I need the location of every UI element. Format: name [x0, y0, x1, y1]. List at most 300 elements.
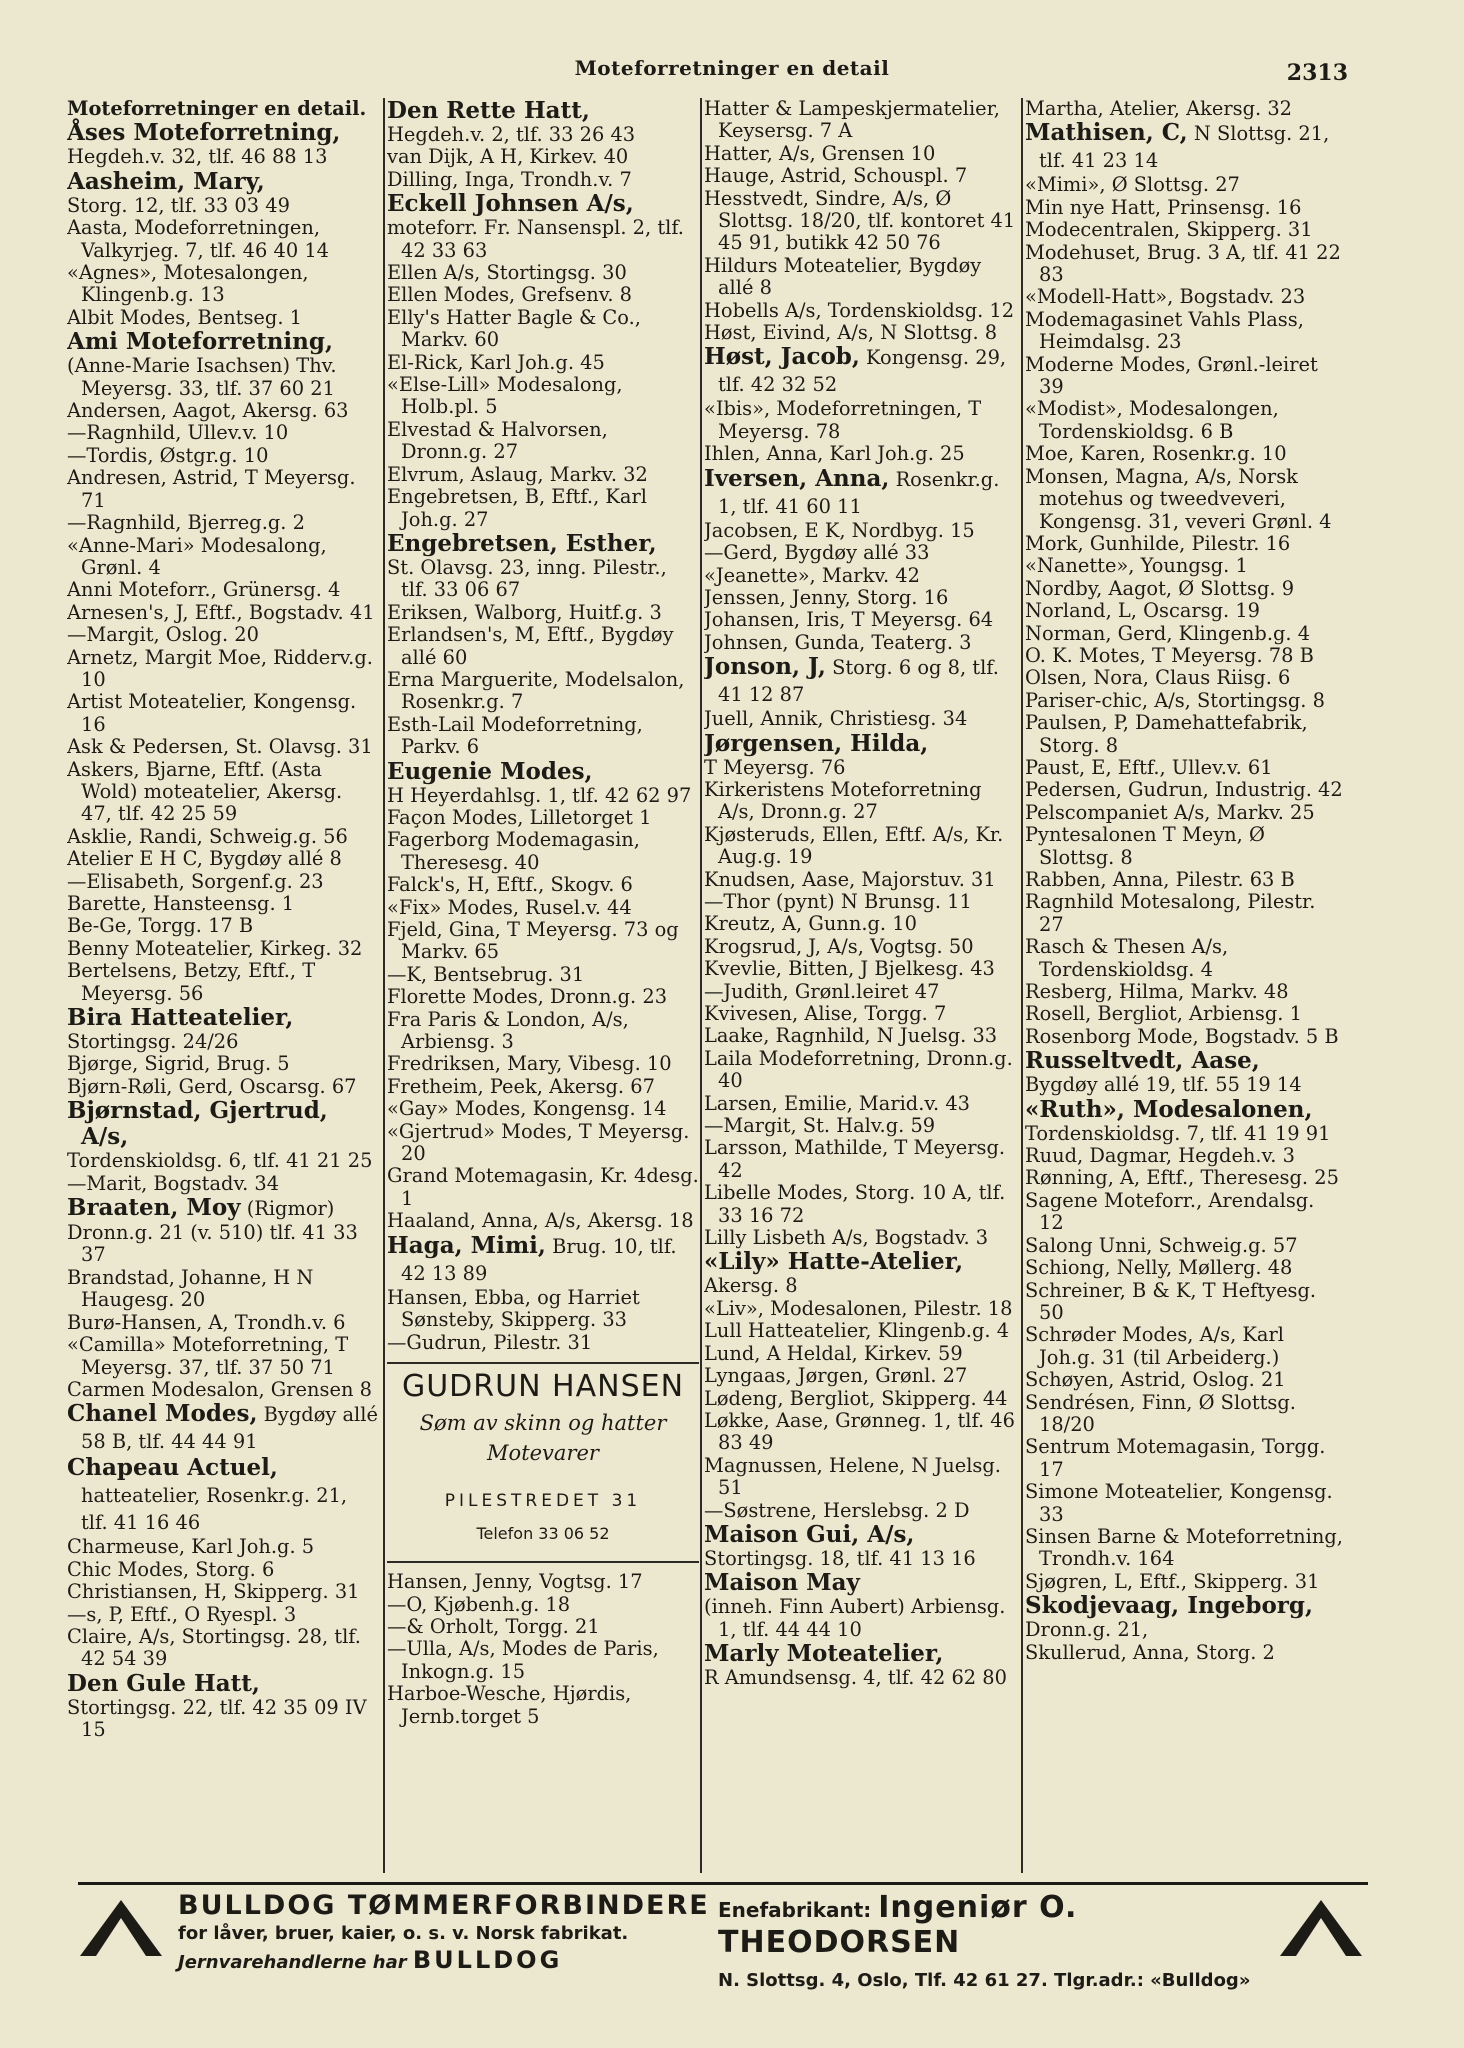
listing-name: Brandstad, Johanne, H N Haugesg. 20: [67, 1265, 314, 1312]
listing-name: —Margit, Oslog. 20: [67, 623, 259, 647]
listing-entry: [704, 443, 1019, 465]
ad-tagline-1: Søm av skinn og hatter: [419, 1411, 667, 1436]
listing-entry: [67, 422, 379, 444]
listing-entry: [1025, 690, 1343, 712]
listing-entry: [1025, 981, 1343, 1003]
listing-entry: [387, 124, 699, 146]
listing-name: Fretheim, Peek, Akersg. 67: [387, 1074, 655, 1098]
listing-name: Mathisen, C,: [1025, 119, 1188, 147]
listing-entry: [704, 1003, 1019, 1025]
listing-entry: [704, 824, 1019, 869]
listing-name: Lull Hatteatelier, Klingenb.g. 4: [704, 1319, 1010, 1343]
listing-name: «Gjertrud» Modes, T Meyersg. 20: [387, 1119, 690, 1166]
listing-name: Paust, E, Eftf., Ullev.v. 61: [1025, 755, 1273, 779]
listing-entry: [67, 1173, 379, 1195]
listing-name: Resberg, Hilma, Markv. 48: [1025, 980, 1289, 1004]
listing-entry: [1025, 869, 1343, 891]
listing-name: Høst, Jacob,: [704, 343, 860, 371]
listing-name: Charmeuse, Karl Joh.g. 5: [67, 1535, 315, 1559]
listing-entry: [387, 1053, 699, 1075]
listing-name: Andersen, Aagot, Akersg. 63: [67, 399, 349, 423]
listing-name: Martha, Atelier, Akersg. 32: [1025, 98, 1292, 120]
listing-name: «Ruth», Modesalonen,: [1025, 1095, 1313, 1123]
listing-entry: [704, 981, 1019, 1003]
listing-name: Sinsen Barne & Moteforretning, Trondh.v. 164: [1025, 1524, 1343, 1571]
listing-address: Storg. 6 og 8, tlf. 41 12 87: [718, 656, 999, 707]
listing-name: Jenssen, Jenny, Storg. 16: [704, 585, 949, 609]
listing-name: Løkke, Aase, Grønneg. 1, tlf. 46 83 49: [704, 1408, 1015, 1455]
footer-dealer-brand: BULLDOG: [412, 1946, 563, 1974]
listing-entry: [704, 300, 1019, 322]
listing-entry: [67, 329, 379, 355]
listing-name: Akersg. 8: [704, 1274, 798, 1298]
listing-entry: [704, 958, 1019, 980]
listing-name: Lyngaas, Jørgen, Grønl. 27: [704, 1364, 968, 1388]
listing-entry: [704, 913, 1019, 935]
listing-name: El-Rick, Karl Joh.g. 45: [387, 350, 605, 374]
footer-rule: [78, 1882, 1368, 1885]
listing-column-2: [387, 98, 699, 1873]
listing-entry: [704, 542, 1019, 564]
listing-entry: [1025, 219, 1343, 241]
listing-entry: [387, 557, 699, 602]
listing-name: T Meyersg. 76: [704, 755, 846, 779]
listing-entry: [1025, 1619, 1343, 1641]
listing-entry: [1025, 1369, 1343, 1391]
listing-name: O. K. Motes, T Meyersg. 78 B: [1025, 643, 1314, 667]
listing-entry: [704, 1365, 1019, 1387]
listing-name: «Modist», Modesalongen, Tordenskioldsg. 6 B: [1025, 397, 1279, 443]
listing-name: «Anne-Mari» Modesalong, Grønl. 4: [67, 533, 327, 579]
listing-name: Braaten, Moy: [67, 1194, 241, 1222]
listing-entry: [67, 1379, 379, 1401]
listing-entry: [1025, 466, 1343, 533]
footer-maker-pre: Enefabrikant:: [718, 1898, 872, 1922]
listing-entry: [1025, 1571, 1343, 1593]
listing-name: Erna Marguerite, Modelsalon, Rosenkr.g. 7: [387, 667, 685, 714]
listing-name: Arnesen's, J, Eftf., Bogstadv. 41: [67, 600, 375, 624]
listing-entry: [1025, 98, 1343, 120]
listing-name: Min nye Hatt, Prinsensg. 16: [1025, 195, 1302, 219]
listing-name: Anni Moteforr., Grünersg. 4: [67, 578, 341, 602]
listing-name: Hildurs Moteatelier, Bygdøy allé 8: [704, 253, 982, 300]
listing-name: Høst, Eivind, A/s, N Slottsg. 8: [704, 321, 998, 345]
footer-maker-name: Ingeniør O. THEODORSEN: [718, 1890, 1078, 1960]
listing-entry: [704, 632, 1019, 654]
listing-entry: [704, 1048, 1019, 1093]
listing-name: Fjeld, Gina, T Meyersg. 73 og Markv. 65: [387, 918, 679, 964]
listing-entry: [1025, 667, 1343, 689]
listing-name: Chanel Modes,: [67, 1400, 258, 1428]
listing-entry: [67, 1455, 379, 1536]
listing-entry: [704, 1298, 1019, 1320]
listing-entry: [704, 609, 1019, 631]
listing-entry: [1025, 1048, 1343, 1074]
listing-entry: [67, 217, 379, 262]
listing-entry: [67, 1005, 379, 1031]
listing-entry: [387, 1009, 699, 1054]
listing-entry: [1025, 354, 1343, 399]
listing-entry: [704, 654, 1019, 708]
listing-name: St. Olavsg. 23, inng. Pilestr., tlf. 33 06 67: [387, 555, 667, 602]
listing-name: Norland, L, Oscarsg. 19: [1025, 599, 1261, 623]
listing-name: Ellen Modes, Grefsenv. 8: [387, 283, 633, 307]
listing-entry: [387, 602, 699, 624]
listing-address: hatteatelier, Rosenkr.g. 21, tlf. 41 16 46: [81, 1484, 348, 1535]
listing-entry: [704, 466, 1019, 520]
listing-entry: [704, 143, 1019, 165]
listing-entry: [387, 919, 699, 964]
ad-street: PILESTREDET 31: [444, 1491, 642, 1512]
listing-entry: [704, 1115, 1019, 1137]
listing-entry: [1025, 757, 1343, 779]
listing-name: Kvivesen, Alise, Torgg. 7: [704, 1002, 947, 1025]
listing-name: «Else-Lill» Modesalong, Holb.pl. 5: [387, 373, 623, 419]
listing-entry: [67, 1604, 379, 1626]
listing-name: «Liv», Modesalonen, Pilestr. 18: [704, 1296, 1013, 1320]
listing-entry: [1025, 1190, 1343, 1235]
listing-entry: [67, 535, 379, 580]
listing-name: Asklie, Randi, Schweig.g. 56: [67, 824, 348, 848]
listing-name: Lilly Lisbeth A/s, Bogstadv. 3: [704, 1226, 989, 1250]
listing-address: Rosenkr.g. 1, tlf. 41 60 11: [718, 467, 1000, 518]
listing-name: Jørgensen, Hilda,: [704, 729, 929, 757]
listing-name: Paulsen, P, Damehattefabrik, Storg. 8: [1025, 711, 1308, 757]
listing-column-2-top: [387, 98, 699, 1354]
listing-entry: [1025, 645, 1343, 667]
column-rule: [700, 98, 702, 1873]
listing-entry: [1025, 1526, 1343, 1571]
listing-entry: [387, 624, 699, 669]
listing-name: «Mimi», Ø Slottsg. 27: [1025, 173, 1240, 197]
listing-entry: [1025, 286, 1343, 308]
listing-name: Christiansen, H, Skipperg. 31: [67, 1580, 360, 1604]
listing-entry: [387, 1121, 699, 1166]
listing-entry: [704, 1548, 1019, 1570]
listing-entry: [704, 1522, 1019, 1548]
listing-name: Barette, Hansteensg. 1: [67, 892, 295, 915]
listing-name: Bira Hatteatelier,: [67, 1004, 294, 1032]
listing-entry: [1025, 1167, 1343, 1189]
listing-name: Rosell, Bergliot, Arbiensg. 1: [1025, 1002, 1302, 1026]
listing-entry: [67, 1671, 379, 1697]
listing-entry: [67, 1031, 379, 1053]
listing-name: —& Orholt, Torgg. 21: [387, 1614, 600, 1638]
listing-name: Askers, Bjarne, Eftf. (Asta Wold) moteatelier, Akersg. 47, tlf. 42 25 59: [67, 757, 343, 826]
listing-entry: [1025, 443, 1343, 465]
footer-maker-line: [718, 1890, 1258, 1960]
listing-entry: [704, 398, 1019, 443]
listing-name: (inneh. Finn Aubert) Arbiensg. 1, tlf. 44 44 10: [704, 1595, 1006, 1641]
bulldog-logo-right-icon: [1278, 1898, 1364, 1958]
listing-name: —K, Bentsebrug. 31: [387, 962, 585, 986]
listing-entry: [1025, 600, 1343, 622]
listing-address: Bygdøy allé 58 B, tlf. 44 44 91: [81, 1403, 378, 1454]
listing-name: —Thor (pynt) N Brunsg. 11: [704, 889, 972, 913]
listing-name: Eriksen, Walborg, Huitf.g. 3: [387, 600, 662, 624]
listing-entry: [1025, 398, 1343, 443]
gudrun-hansen-advertisement: [387, 1362, 699, 1563]
listing-entry: [1025, 824, 1343, 869]
listing-entry: [1025, 533, 1343, 555]
listing-entry: [387, 217, 699, 262]
listing-entry: [704, 1093, 1019, 1115]
listing-entry: [704, 1249, 1019, 1275]
listing-entry: [1025, 1003, 1343, 1025]
listing-entry: [387, 1616, 699, 1638]
listing-entry: [704, 587, 1019, 609]
listing-entry: [704, 891, 1019, 913]
footer-dealer-line: [178, 1946, 778, 1974]
listing-name: Fagerborg Modemagasin, Theresesg. 40: [387, 828, 640, 874]
footer-use-line: for låver, bruer, kaier, o. s. v. Norsk fabrikat.: [178, 1923, 629, 1944]
listing-entry: [67, 915, 379, 937]
listing-entry: [67, 262, 379, 307]
listing-entry: [1025, 242, 1343, 287]
listing-name: Marly Moteatelier,: [704, 1640, 944, 1668]
listing-name: Bjørge, Sigrid, Brug. 5: [67, 1052, 290, 1076]
listing-name: Hesstvedt, Sindre, A/s, Ø Slottsg. 18/20, tlf. kontoret 41 45 91, butikk 42 50 76: [704, 186, 1016, 255]
listing-name: Claire, A/s, Stortingsg. 28, tlf. 42 54 39: [67, 1624, 361, 1671]
listing-name: Modehuset, Brug. 3 A, tlf. 41 22 83: [1025, 240, 1341, 287]
listing-entry: [704, 520, 1019, 542]
listing-entry: [1025, 174, 1343, 196]
listing-name: Schiong, Nelly, Møllerg. 48: [1025, 1256, 1293, 1280]
listing-column-2-bottom: [387, 1571, 699, 1728]
listing-name: Russeltvedt, Aase,: [1025, 1047, 1260, 1075]
listing-entry: [704, 936, 1019, 958]
listing-name: Fredriksen, Mary, Vibesg. 10: [387, 1052, 672, 1076]
listing-name: Johnsen, Gunda, Teaterg. 3: [704, 630, 972, 654]
listing-entry: [387, 1287, 699, 1332]
listing-entry: [704, 344, 1019, 398]
listing-name: Hatter, A/s, Grensen 10: [704, 141, 936, 165]
section-heading: [67, 98, 379, 120]
listing-name: Bertelsens, Betzy, Eftf., T Meyersg. 56: [67, 959, 316, 1005]
listing-name: Maison May: [704, 1569, 860, 1597]
footer-left-text: [178, 1890, 778, 1974]
listing-entry: [387, 1594, 699, 1616]
listing-entry: [387, 785, 699, 807]
ad-phone: Telefon 33 06 52: [476, 1523, 610, 1543]
listing-name: «Nanette», Youngsg. 1: [1025, 554, 1248, 578]
listing-entry: [67, 826, 379, 848]
listing-name: Schrøder Modes, A/s, Karl Joh.g. 31 (til Arbeiderg.): [1025, 1323, 1284, 1369]
listing-name: Johansen, Iris, T Meyersg. 64: [704, 608, 994, 632]
listing-name: Sendrésen, Finn, Ø Slottsg. 18/20: [1025, 1390, 1296, 1436]
listing-name: Kirkeristens Moteforretning A/s, Dronn.g. 27: [704, 777, 982, 824]
listing-entry: [1025, 936, 1343, 981]
listing-entry: [67, 1267, 379, 1312]
listing-name: Larsen, Emilie, Marid.v. 43: [704, 1091, 971, 1115]
listing-entry: [704, 565, 1019, 587]
listing-entry: [1025, 1235, 1343, 1257]
footer-address-line: N. Slottsg. 4, Oslo, Tlf. 42 61 27. Tlgr.adr.: «Bulldog»: [718, 1970, 1251, 1991]
bulldog-footer-ad: [78, 1890, 1368, 1991]
listing-name: «Modell-Hatt», Bogstadv. 23: [1025, 285, 1306, 309]
listing-name: Kreutz, A, Gunn.g. 10: [704, 912, 917, 936]
listing-name: Engebretsen, Esther,: [387, 529, 657, 557]
listing-entry: [1025, 197, 1343, 219]
listing-entry: [387, 374, 699, 419]
listing-entry: [704, 1596, 1019, 1641]
listing-entry: [704, 869, 1019, 891]
listing-entry: [704, 1343, 1019, 1365]
listing-name: Krogsrud, J, A/s, Vogtsg. 50: [704, 934, 974, 958]
listing-name: —Gerd, Bygdøy allé 33: [704, 541, 930, 565]
listing-name: Sentrum Motemagasin, Torgg. 17: [1025, 1435, 1326, 1481]
listing-name: Schøyen, Astrid, Oslog. 21: [1025, 1368, 1286, 1392]
listing-entry: [387, 986, 699, 1008]
listing-name: «Fix» Modes, Rusel.v. 44: [387, 895, 632, 919]
listing-name: Hatter & Lampeskjermatelier, Keysersg. 7 A: [704, 98, 1000, 143]
listing-name: Nordby, Aagot, Ø Slottsg. 9: [1025, 576, 1295, 600]
listing-entry: [387, 1210, 699, 1232]
listing-name: Sjøgren, L, Eftf., Skipperg. 31: [1025, 1569, 1320, 1593]
listing-name: —Ragnhild, Bjerreg.g. 2: [67, 511, 305, 535]
listing-entry: [67, 355, 379, 400]
listing-entry: [67, 893, 379, 915]
listing-name: «Camilla» Moteforretning, T Meyersg. 37, tlf. 37 50 71: [67, 1333, 349, 1379]
listing-name: Eckell Johnsen A/s,: [387, 190, 634, 218]
listing-name: —Gudrun, Pilestr. 31: [387, 1330, 593, 1354]
listing-name: —O, Kjøbenh.g. 18: [387, 1592, 571, 1616]
listing-entry: [387, 1638, 699, 1683]
listing-name: —Judith, Grønl.leiret 47: [704, 979, 940, 1003]
ad-tagline-2: Motevarer: [487, 1441, 599, 1466]
listing-entry: [67, 1559, 379, 1581]
listing-entry: [387, 1165, 699, 1210]
listing-entry: [1025, 623, 1343, 645]
listing-name: Bygdøy allé 19, tlf. 55 19 14: [1025, 1073, 1302, 1097]
listing-name: Åses Moteforretning,: [67, 119, 341, 147]
listing-name: Tordenskioldsg. 7, tlf. 41 19 91: [1025, 1121, 1331, 1145]
listing-entry: [704, 779, 1019, 824]
listing-name: Ellen A/s, Stortingsg. 30: [387, 261, 627, 285]
listing-entry: [387, 807, 699, 829]
listing-entry: [704, 1182, 1019, 1227]
listing-name: Pedersen, Gudrun, Industrig. 42: [1025, 778, 1343, 802]
listing-name: Carmen Modesalon, Grensen 8: [67, 1377, 372, 1401]
listing-name: Grand Motemagasin, Kr. 4desg. 1: [387, 1164, 699, 1210]
listing-name: Façon Modes, Lilletorget 1: [387, 805, 652, 829]
listing-name: Hansen, Ebba, og Harriet Sønsteby, Skipperg. 33: [387, 1285, 640, 1332]
listing-name: Magnussen, Helene, N Juelsg. 51: [704, 1453, 1001, 1500]
listing-entry: [704, 165, 1019, 187]
listing-entry: [1025, 1123, 1343, 1145]
listing-name: Kvevlie, Bitten, J Bjelkesg. 43: [704, 957, 995, 981]
listing-entry: [387, 669, 699, 714]
listing-entry: [67, 307, 379, 329]
listing-name: —Marit, Bogstadv. 34: [67, 1171, 280, 1195]
listing-name: Bjørn-Røli, Gerd, Oscarsg. 67: [67, 1074, 357, 1098]
listing-name: Moderne Modes, Grønl.-leiret 39: [1025, 352, 1318, 399]
listing-name: «Agnes», Motesalongen, Klingenb.g. 13: [67, 261, 309, 307]
listing-entry: [67, 195, 379, 217]
listing-name: Hobells A/s, Tordenskioldsg. 12: [704, 298, 1015, 322]
listing-name: Chic Modes, Storg. 6: [67, 1557, 275, 1581]
listing-name: H Heyerdahlsg. 1, tlf. 42 62 97: [387, 783, 692, 807]
listing-column-4: [1025, 98, 1343, 1873]
listing-entry: [67, 602, 379, 624]
listing-name: Rønning, A, Eftf., Theresesg. 25: [1025, 1166, 1339, 1190]
listing-name: Libelle Modes, Storg. 10 A, tlf. 33 16 72: [704, 1181, 1006, 1227]
listing-address: Kongensg. 29, tlf. 42 32 52: [718, 346, 1007, 397]
listing-name: Monsen, Magna, A/s, Norsk motehus og tweedveveri, Kongensg. 31, veveri Grønl. 4: [1025, 464, 1332, 533]
listing-name: Jacobsen, E K, Nordbyg. 15: [704, 518, 975, 542]
listing-name: Fra Paris & London, A/s, Arbiensg. 3: [387, 1007, 629, 1054]
listing-entry: [67, 1401, 379, 1455]
listing-entry: [67, 512, 379, 534]
listing-entry: [387, 464, 699, 486]
listing-name: Pyntesalonen T Meyn, Ø Slottsg. 8: [1025, 823, 1265, 869]
listing-name: Salong Unni, Schweig.g. 57: [1025, 1233, 1298, 1257]
listing-name: Aasta, Modeforretningen, Valkyrjeg. 7, tlf. 46 40 14: [67, 216, 330, 262]
column-rule: [383, 98, 385, 1873]
listing-entry: [387, 1098, 699, 1120]
listing-entry: [1025, 802, 1343, 824]
listing-entry: [67, 1536, 379, 1558]
listing-entry: [1025, 1097, 1343, 1123]
listing-name: «Gay» Modes, Kongensg. 14: [387, 1097, 667, 1121]
listing-entry: [67, 848, 379, 870]
listing-name: Sagene Moteforr., Arendalsg. 12: [1025, 1188, 1315, 1235]
page-header-title: Moteforretninger en detail: [574, 56, 890, 80]
listing-name: —Margit, St. Halv.g. 59: [704, 1114, 936, 1138]
listing-entry: [387, 829, 699, 874]
listing-entry: [67, 1581, 379, 1603]
listing-name: Eugenie Modes,: [387, 757, 593, 785]
listing-name: Rosenborg Mode, Bogstadv. 5 B: [1025, 1024, 1339, 1048]
ad-name: GUDRUN HANSEN: [401, 1368, 685, 1404]
listing-name: Ami Moteforretning,: [67, 328, 333, 356]
listing-entry: [704, 188, 1019, 255]
footer-right-text: [718, 1890, 1258, 1991]
listing-name: Storg. 12, tlf. 33 03 49: [67, 193, 290, 217]
listing-entry: [67, 624, 379, 646]
listing-name: Tordenskioldsg. 6, tlf. 41 21 25: [67, 1149, 373, 1173]
listing-name: Skullerud, Anna, Storg. 2: [1025, 1640, 1275, 1664]
listing-address: N Slottsg. 21, tlf. 41 23 14: [1039, 122, 1330, 173]
listing-entry: [387, 1332, 699, 1354]
listing-name: Arnetz, Margit Moe, Ridderv.g. 10: [67, 645, 373, 691]
listing-name: Stortingsg. 18, tlf. 41 13 16: [704, 1546, 976, 1570]
listing-address: (Rigmor): [240, 1197, 335, 1221]
listing-name: —Ulla, A/s, Modes de Paris, Inkogn.g. 15: [387, 1637, 659, 1683]
listing-entry: [67, 467, 379, 512]
listing-entry: [704, 255, 1019, 300]
listing-name: Ruud, Dagmar, Hegdeh.v. 3: [1025, 1144, 1295, 1168]
listing-entry: [67, 1334, 379, 1379]
listing-entry: [1025, 1642, 1343, 1664]
listing-entry: [67, 1053, 379, 1075]
listing-name: Pelscompaniet A/s, Markv. 25: [1025, 800, 1315, 824]
listing-entry: [704, 98, 1019, 143]
listing-entry: [704, 1641, 1019, 1667]
listing-name: Lødeng, Bergliot, Skipperg. 44: [704, 1386, 1008, 1410]
listing-name: R Amundsensg. 4, tlf. 42 62 80: [704, 1666, 1007, 1690]
listing-name: Hegdeh.v. 2, tlf. 33 26 43: [387, 123, 636, 146]
listing-entry: [1025, 712, 1343, 757]
listing-name: Juell, Annik, Christiesg. 34: [704, 707, 968, 731]
listing-entry: [387, 419, 699, 464]
listing-entry: [387, 146, 699, 168]
listing-entry: [704, 1500, 1019, 1522]
listing-entry: [67, 1697, 379, 1742]
listing-entry: [704, 757, 1019, 779]
listing-name: Ragnhild Motesalong, Pilestr. 27: [1025, 890, 1316, 936]
listing-name: Kjøsteruds, Ellen, Eftf. A/s, Kr. Aug.g. 19: [704, 822, 1004, 869]
